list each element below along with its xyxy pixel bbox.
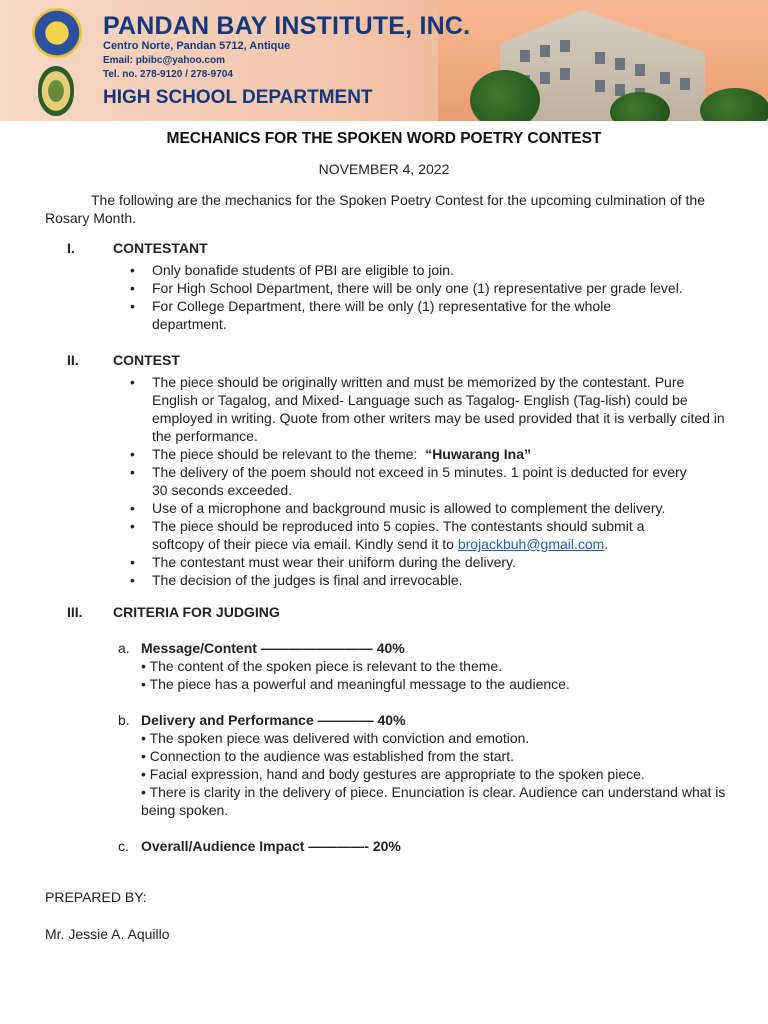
list-item: • The contestant must wear their uniform during the delivery. — [152, 553, 727, 571]
list-item-text: The piece should be relevant to the theme: — [152, 446, 418, 462]
intro-paragraph: The following are the mechanics for the Spoken Poetry Contest for the upcoming culmination of the Rosary Month. — [45, 192, 706, 226]
criterion-message-content — [118, 639, 518, 657]
header-banner — [0, 0, 768, 121]
section-title: CRITERIA FOR JUDGING — [113, 604, 280, 620]
section-number: II. — [67, 352, 79, 368]
list-item: • The piece should be originally written and must be memorized by the contestant. Pure English or Tagalog, and Mixed- Language such as Tagalog- English (Tag-lish) could be employed in writing. Quote from other writers may be used provided that it is verbally cited in the performance. — [152, 373, 727, 445]
institution-name: PANDAN BAY INSTITUTE, INC. — [103, 12, 471, 40]
list-item: • Only bonafide students of PBI are eligible to join. — [152, 261, 727, 279]
list-item — [152, 517, 692, 553]
signer-name: Mr. Jessie A. Aquillo — [45, 926, 170, 942]
list-item: • For College Department, there will be only (1) representative for the whole department. — [152, 297, 652, 333]
criterion-letter: c. — [118, 838, 129, 854]
criterion-point: • Facial expression, hand and body gestures are appropriate to the spoken piece. — [141, 766, 645, 782]
criterion-point: • Connection to the audience was established from the start. — [141, 748, 515, 764]
criterion-point: • The piece has a powerful and meaningful message to the audience. — [141, 676, 570, 692]
department-seal-logo — [38, 66, 74, 116]
list-item — [152, 445, 727, 463]
list-item-suffix: . — [604, 536, 609, 552]
criterion-point: • The spoken piece was delivered with conviction and emotion. — [141, 730, 530, 746]
list-item-text: The piece should be reproduced into 5 copies. The contestants should submit a softcopy of their piece via email. Kindly send it to — [152, 518, 645, 552]
criterion-point: • The content of the spoken piece is relevant to the theme. — [141, 658, 503, 674]
submission-email-link[interactable]: brojackbuh@gmail.com — [457, 536, 605, 552]
section-number: I. — [67, 240, 75, 256]
section-title: CONTEST — [113, 352, 180, 368]
criterion-delivery-performance — [118, 711, 518, 729]
institution-telephone: Tel. no. 278-9120 / 278-9704 — [103, 69, 233, 80]
criterion-letter: a. — [118, 640, 130, 656]
criterion-label: Message/Content ———————— 40% — [141, 640, 405, 656]
contest-bullet-list — [152, 373, 727, 589]
tree-image — [470, 70, 540, 121]
contestant-bullet-list — [152, 261, 727, 333]
institute-seal-logo — [32, 8, 82, 58]
criterion-points — [141, 657, 731, 693]
list-item: • The delivery of the poem should not exceed in 5 minutes. 1 point is deducted for every 30 seconds exceeded. — [152, 463, 697, 499]
criterion-points — [141, 729, 726, 819]
document-title: MECHANICS FOR THE SPOKEN WORD POETRY CONTEST — [166, 130, 602, 147]
list-item: • Use of a microphone and background music is allowed to complement the delivery. — [152, 499, 727, 517]
criterion-letter: b. — [118, 712, 130, 728]
section-heading-contest — [67, 352, 367, 370]
section-title: CONTESTANT — [113, 240, 208, 256]
criterion-label: Overall/Audience Impact ————- 20% — [141, 838, 401, 854]
section-heading-criteria — [67, 604, 367, 622]
document-date: NOVEMBER 4, 2022 — [318, 161, 450, 177]
criterion-label: Delivery and Performance ———— 40% — [141, 712, 406, 728]
department-name: HIGH SCHOOL DEPARTMENT — [103, 87, 373, 108]
institution-address: Centro Norte, Pandan 5712, Antique — [103, 40, 291, 52]
criterion-point: • There is clarity in the delivery of piece. Enunciation is clear. Audience can understand what is being spoken. — [141, 784, 726, 818]
theme-text: “Huwarang Ina” — [425, 446, 531, 462]
list-item: • For High School Department, there will be only one (1) representative per grade level. — [152, 279, 692, 297]
institution-email: Email: pbibc@yahoo.com — [103, 55, 225, 66]
criterion-overall-impact — [118, 837, 518, 855]
section-number: III. — [67, 604, 83, 620]
section-heading-contestant — [67, 240, 367, 258]
list-item: • The decision of the judges is final and irrevocable. — [152, 571, 727, 589]
prepared-by-label: PREPARED BY: — [45, 889, 147, 905]
